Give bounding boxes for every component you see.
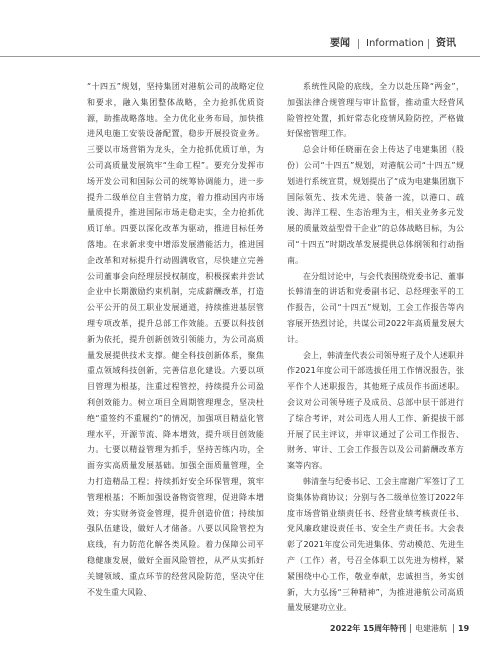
page-number: 19	[458, 624, 470, 633]
header-section-info-cn: 资讯	[436, 38, 456, 49]
page-header	[0, 36, 480, 54]
article-column-left	[87, 79, 264, 600]
header-rule	[0, 56, 480, 57]
article-paragraph: 总会计师任晓丽在会上传达了电建集团（股份）公司“十四五”规划，对港航公司“十四五”规划进行系统宣贯，规划提出了“成为电建集团旗下国际领先、技术先进、装备一流，以港口、疏浚、海洋工程、生态治理为主，相关业务多元发展的质量效益型骨干企业”的总体战略目标，为公司“十四五”时期改革发展提供总体纲领和行动指南。	[287, 145, 464, 265]
header-section-news: 要闻	[330, 38, 350, 49]
footer-issue: 2022年 15周年特刊	[330, 624, 407, 633]
header-section-information: Information	[366, 38, 424, 49]
article-paragraph: 会上，韩清奎代表公司领导班子及个人述职并作2021年度公司干部选拔任用工作情况报告，张平作个人述职报告，其他班子成员作书面述职。会议对公司领导班子及成员、总部中层干部进行了综合考评，对公司选人用人工作、新提拔干部开展了民主评议，并审议通过了公司工作报告、财务、审计、工会工作报告以及公司薪酬改革方案等内容。	[287, 350, 464, 471]
article-column-right	[287, 79, 464, 616]
article-paragraph: 韩清奎与纪委书记、工会主席谢广军签订了工资集体协商协议；分别与各二级单位签订2022年度市场营销业绩责任书、经营业绩考核责任书、党风廉政建设责任书、安全生产责任书。大会表彰了2021年度公司先进集体、劳动模范、先进生产（工作）者，号召全体职工以先进为榜样，紧紧围绕中心工作，敬业奉献，忠诚担当，务实创新，大力弘扬“三种精神”，为推进港航公司高质量发展建功立业。	[287, 476, 464, 613]
article-paragraph: 在分组讨论中，与会代表围绕党委书记、董事长韩清奎的讲话和党委副书记、总经理张平的工作报告，公司“十四五”规划，工会工作报告等内容展开热烈讨论，共谋公司2022年高质量发展大计。	[287, 271, 464, 344]
page-footer	[0, 622, 480, 638]
article-paragraph: “十四五”规划，坚持集团对港航公司的战略定位和要求，融入集团整体战略，全力抢抓优质资源，助推战略落地。全力优化业务布局，加快推进风电施工安装设备配置，稳步开展投资业务。三要以市场营销为龙头，全力抢抓优质订单，为公司高质量发展筑牢“生命工程”。要充分发挥市场开发公司和国际公司的统筹协调能力，进一步提升二级单位自主营销力度，着力推动国内市场量质提升，推进国际市场走稳走实，全力抢抓优质订单。四要以深化改革为驱动，推进目标任务落地。在求新求变中增添发展潜能活力，推进国企改革和对标提升行动圆满收官，尽快建立完善公司董事会向经理层授权制度，积极探索并尝试企业中长期激励约束机制，完成薪酬改革，打造公平公开的员工职业发展通道，持续推进基层管理专项改革，提升总部工作效能。五要以科技创新为依托，提升创新创效引领能力，为公司高质量发展提供技术支撑。健全科技创新体系，聚焦重点领域科技创新，完善信息化建设。六要以项目管理为根基，注重过程管控，持续提升公司盈利创效能力。树立项目全周期管理理念，坚决杜绝“重签约不重履约”的情况，加强项目精益化管理水平，开源节流、降本增效，提升项目创效能力。七要以精益管理为抓手，坚持苦练内功，全面夯实高质量发展基础。加强全面质量管理，全力打造精品工程；持续抓好安全环保管理，筑牢管理根基；不断加强设备物资管理，促进降本增效；夯实财务资金管理，提升创造价值；持续加强队伍建设，做好人才储备。八要以风险管控为底线，有力防范化解各类风险。着力保障公司平稳健康发展，做好全面风险管控，从严从实抓好关键领域、重点环节的经营风险防范，坚决守住不发生重大风险、	[87, 82, 264, 597]
header-divider	[428, 39, 429, 49]
article-paragraph: 系统性风险的底线，全力以赴压降“两金”，加强法律合规管理与审计监督，推动重大经营风险管控处置，抓好常态化疫情风险防控，严格做好保密管理工作。	[287, 82, 464, 139]
footer-divider	[453, 624, 454, 633]
footer-divider	[410, 624, 411, 633]
footer-publication: 电建港航	[415, 624, 447, 633]
header-divider	[358, 39, 359, 49]
